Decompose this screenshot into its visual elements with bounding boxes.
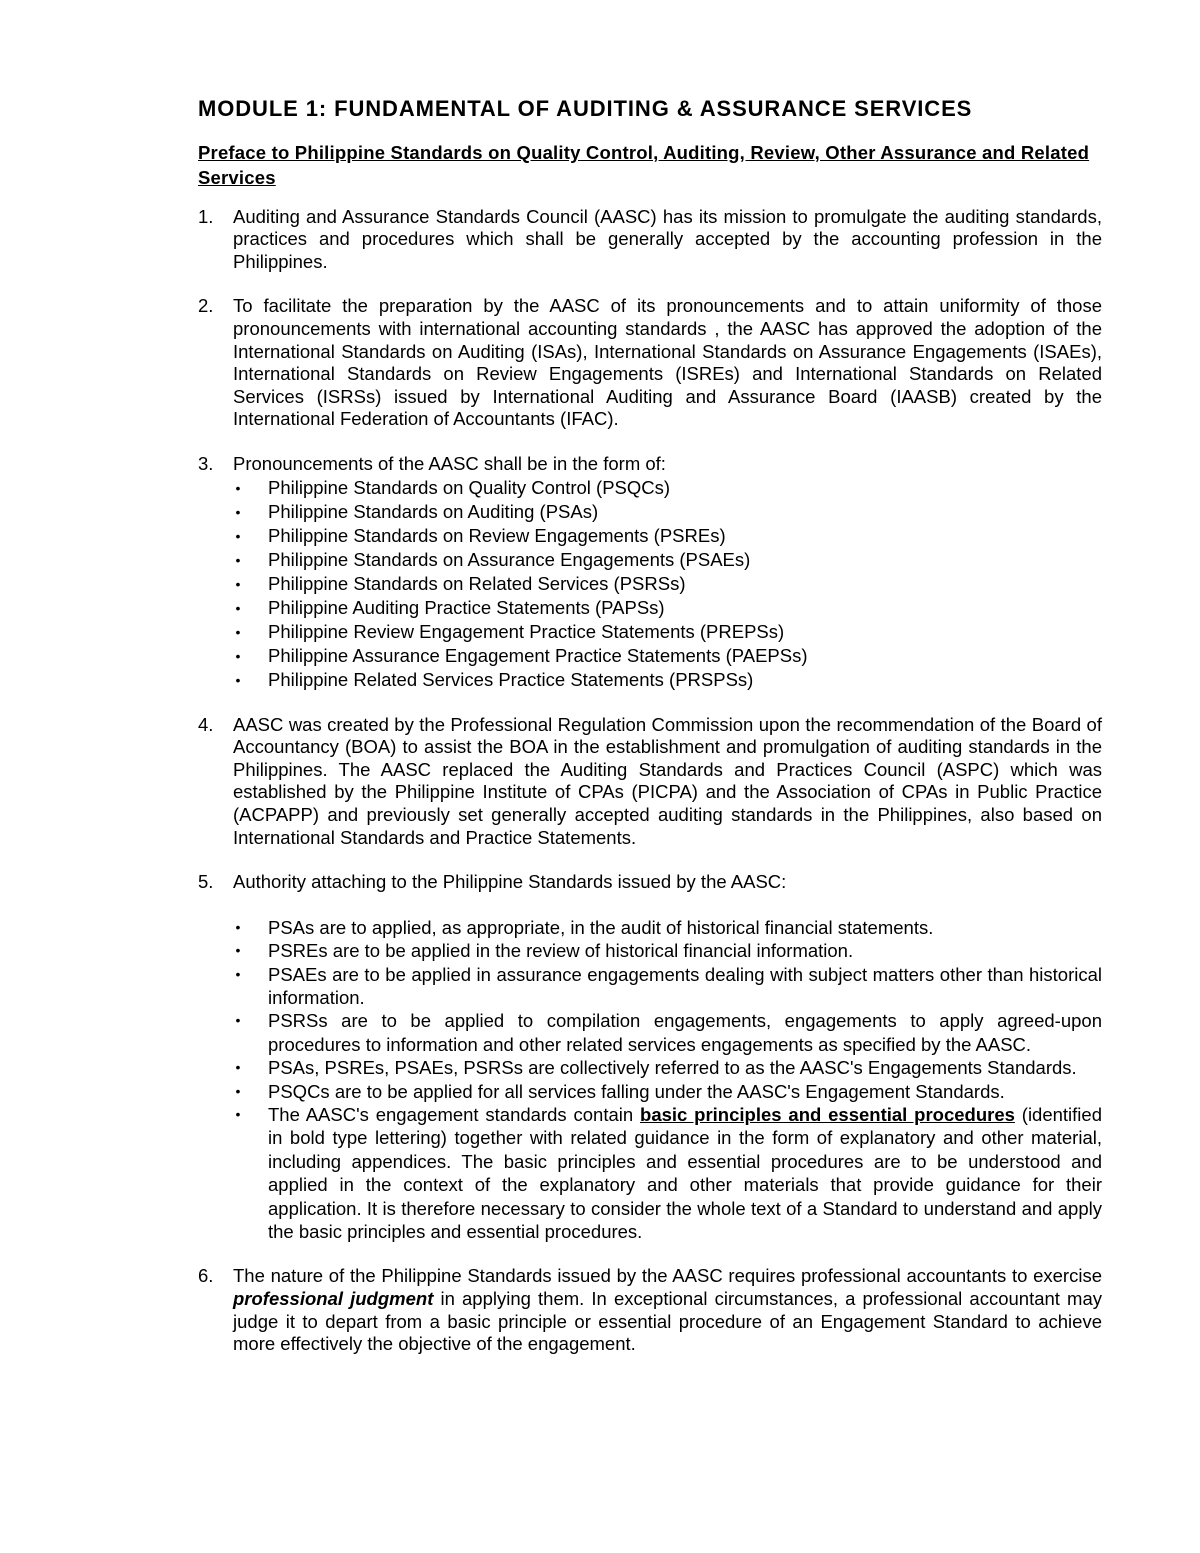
bullet-icon: • <box>235 1082 241 1099</box>
list-item-4 <box>198 714 1102 850</box>
bullet-item: • Philippine Standards on Review Engagements (PSREs) <box>233 524 1102 548</box>
bullet-item: • Philippine Assurance Engagement Practice Statements (PAEPSs) <box>233 644 1102 668</box>
bullet-icon: • <box>235 942 241 959</box>
bullet-item: • Philippine Review Engagement Practice Statements (PREPSs) <box>233 620 1102 644</box>
bullet-item: • PSAs are to applied, as appropriate, in the audit of historical financial statements. <box>233 916 1102 939</box>
item-text: To facilitate the preparation by the AASC of its pronouncements and to attain uniformity of those pronouncements with international accounting standards , the AASC has approved the adoption of the International Standards on Auditing (ISAs), International Standards on Assurance Engagements (ISAEs), International Standards on Review Engagements (ISREs) and International Standards on Related Services (ISRSs) issued by International Auditing and Assurance Board (IAASB) created by the International Federation of Accountants (IFAC). <box>233 295 1102 430</box>
list-item-1 <box>198 206 1102 274</box>
item-number: 6. <box>198 1265 214 1287</box>
item-number: 1. <box>198 205 214 227</box>
item-number: 2. <box>198 295 214 317</box>
item-text: Auditing and Assurance Standards Council (AASC) has its mission to promulgate the auditing standards, practices and procedures which shall be generally accepted by the accounting profession in the Philippines. <box>233 205 1102 272</box>
bullet-icon: • <box>235 965 241 982</box>
list-item-3 <box>198 453 1102 692</box>
item-text: AASC was created by the Professional Regulation Commission upon the recommendation of the Board of Accountancy (BOA) to assist the BOA in the establishment and promulgation of auditing standards in the Philippines. The AASC replaced the Auditing Standards and Practices Council (ASPC) which was established by the Philippine Institute of CPAs (PICPA) and the Association of CPAs in Public Practice (ACPAPP) and previously set generally accepted auditing standards in the Philippines, also based on International Standards and Practice Statements. <box>233 713 1102 848</box>
bullet-icon: • <box>235 1059 241 1076</box>
bullet-icon: • <box>235 1105 241 1122</box>
item-text: Pronouncements of the AASC shall be in the form of: <box>233 452 666 474</box>
bullet-icon: • <box>235 479 241 496</box>
bullet-item: • PSREs are to be applied in the review of historical financial information. <box>233 939 1102 962</box>
list-item-2 <box>198 295 1102 431</box>
bullet-item: • PSAs, PSREs, PSAEs, PSRSs are collectively referred to as the AASC's Engagements Standards. <box>233 1056 1102 1079</box>
item-number: 4. <box>198 713 214 735</box>
authority-list <box>233 916 1102 1244</box>
list-item-6 <box>198 1265 1102 1355</box>
bullet-item: • Philippine Standards on Assurance Engagements (PSAEs) <box>233 548 1102 572</box>
bullet-icon: • <box>235 551 241 568</box>
item-number: 3. <box>198 452 214 474</box>
pronouncement-list <box>233 476 1102 692</box>
bullet-icon: • <box>235 623 241 640</box>
item-number: 5. <box>198 871 214 893</box>
bullet-item: • Philippine Related Services Practice Statements (PRSPSs) <box>233 668 1102 692</box>
bullet-icon: • <box>235 671 241 688</box>
bullet-icon: • <box>235 599 241 616</box>
emphasis-text: professional judgment <box>233 1287 434 1309</box>
bullet-item: • PSAEs are to be applied in assurance engagements dealing with subject matters other than historical information. <box>233 963 1102 1010</box>
list-item-5 <box>198 871 1102 1243</box>
bullet-icon: • <box>235 647 241 664</box>
bullet-item: • Philippine Auditing Practice Statements (PAPSs) <box>233 596 1102 620</box>
bullet-item: • Philippine Standards on Quality Control (PSQCs) <box>233 476 1102 500</box>
bullet-item: • Philippine Standards on Related Services (PSRSs) <box>233 572 1102 596</box>
item-text: The nature of the Philippine Standards issued by the AASC requires professional accountants to exercise professional judgment in applying them. In exceptional circumstances, a professional accountant may judge it to depart from a basic principle or essential procedure of an Engagement Standard to achieve more effectively the objective of the engagement. <box>233 1265 1102 1355</box>
bullet-item: • PSQCs are to be applied for all services falling under the AASC's Engagement Standards. <box>233 1080 1102 1103</box>
page-title: MODULE 1: FUNDAMENTAL OF AUDITING & ASSURANCE SERVICES <box>198 96 973 121</box>
bullet-icon: • <box>235 527 241 544</box>
emphasis-text: basic principles and essential procedures <box>640 1103 1015 1125</box>
bullet-icon: • <box>235 575 241 592</box>
bullet-item: • The AASC's engagement standards contain basic principles and essential procedures (identified in bold type lettering) together with related guidance in the form of explanatory and other material, including appendices. The basic principles and essential procedures are to be understood and applied in the context of the explanatory and other materials that provide guidance for their application. It is therefore necessary to consider the whole text of a Standard to understand and apply the basic principles and essential procedures. <box>233 1103 1102 1243</box>
bullet-item: • Philippine Standards on Auditing (PSAs) <box>233 500 1102 524</box>
item-text: Authority attaching to the Philippine Standards issued by the AASC: <box>233 871 787 893</box>
bullet-icon: • <box>235 1012 241 1029</box>
bullet-icon: • <box>235 503 241 520</box>
bullet-item: • PSRSs are to be applied to compilation engagements, engagements to apply agreed-upon procedures to information and other related services engagements as specified by the AASC. <box>233 1009 1102 1056</box>
document-page <box>198 98 1102 1378</box>
section-subtitle: Preface to Philippine Standards on Quality Control, Auditing, Review, Other Assurance and Related Services <box>198 141 1090 188</box>
bullet-icon: • <box>235 918 241 935</box>
